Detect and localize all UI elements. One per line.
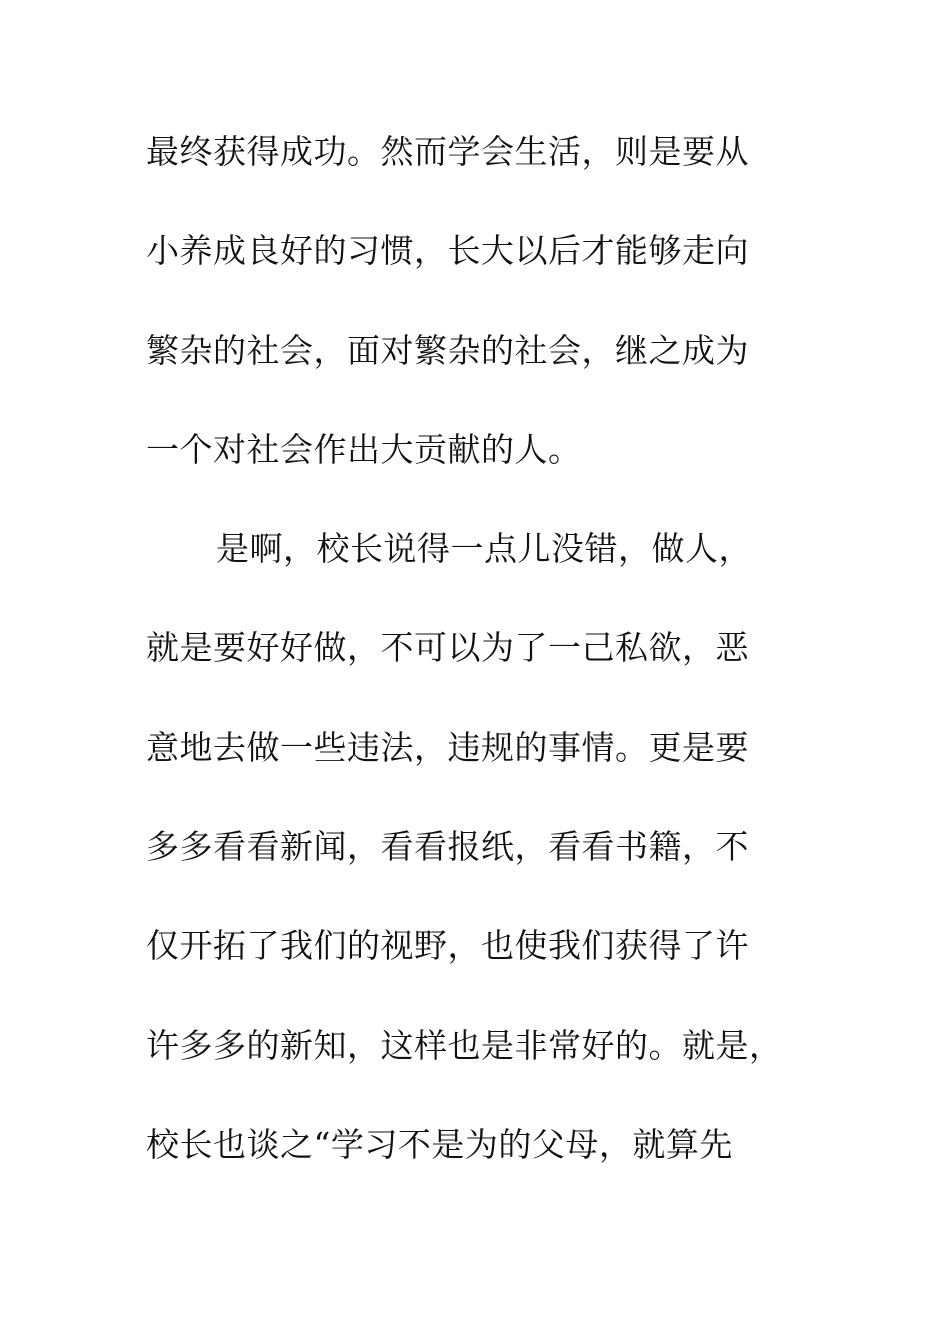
text-line: 小养成良好的习惯，长大以后才能够走向 — [146, 231, 749, 271]
text-line: 多多看看新闻，看看报纸，看看书籍，不 — [146, 827, 749, 867]
text-line: 仅开拓了我们的视野，也使我们获得了许 — [146, 926, 749, 966]
text-line: 许多多的新知，这样也是非常好的。就是， — [146, 1025, 783, 1065]
text-line: 最终获得成功。然而学会生活，则是要从 — [146, 132, 749, 171]
text-line: 一个对社会作出大贡献的人。 — [146, 429, 582, 469]
text-line: 校长也谈之“学习不是为的父母，就算先 — [146, 1124, 733, 1164]
text-line: 意地去做一些违法，违规的事情。更是要 — [146, 727, 749, 767]
body-text — [146, 126, 826, 1218]
text-line: 繁杂的社会，面对繁杂的社会，继之成为 — [146, 330, 749, 370]
text-line: 就是要好好做，不可以为了一己私欲，恶 — [146, 628, 749, 668]
paragraph-first-line: 是啊，校长说得一点儿没错，做人， — [216, 529, 752, 569]
